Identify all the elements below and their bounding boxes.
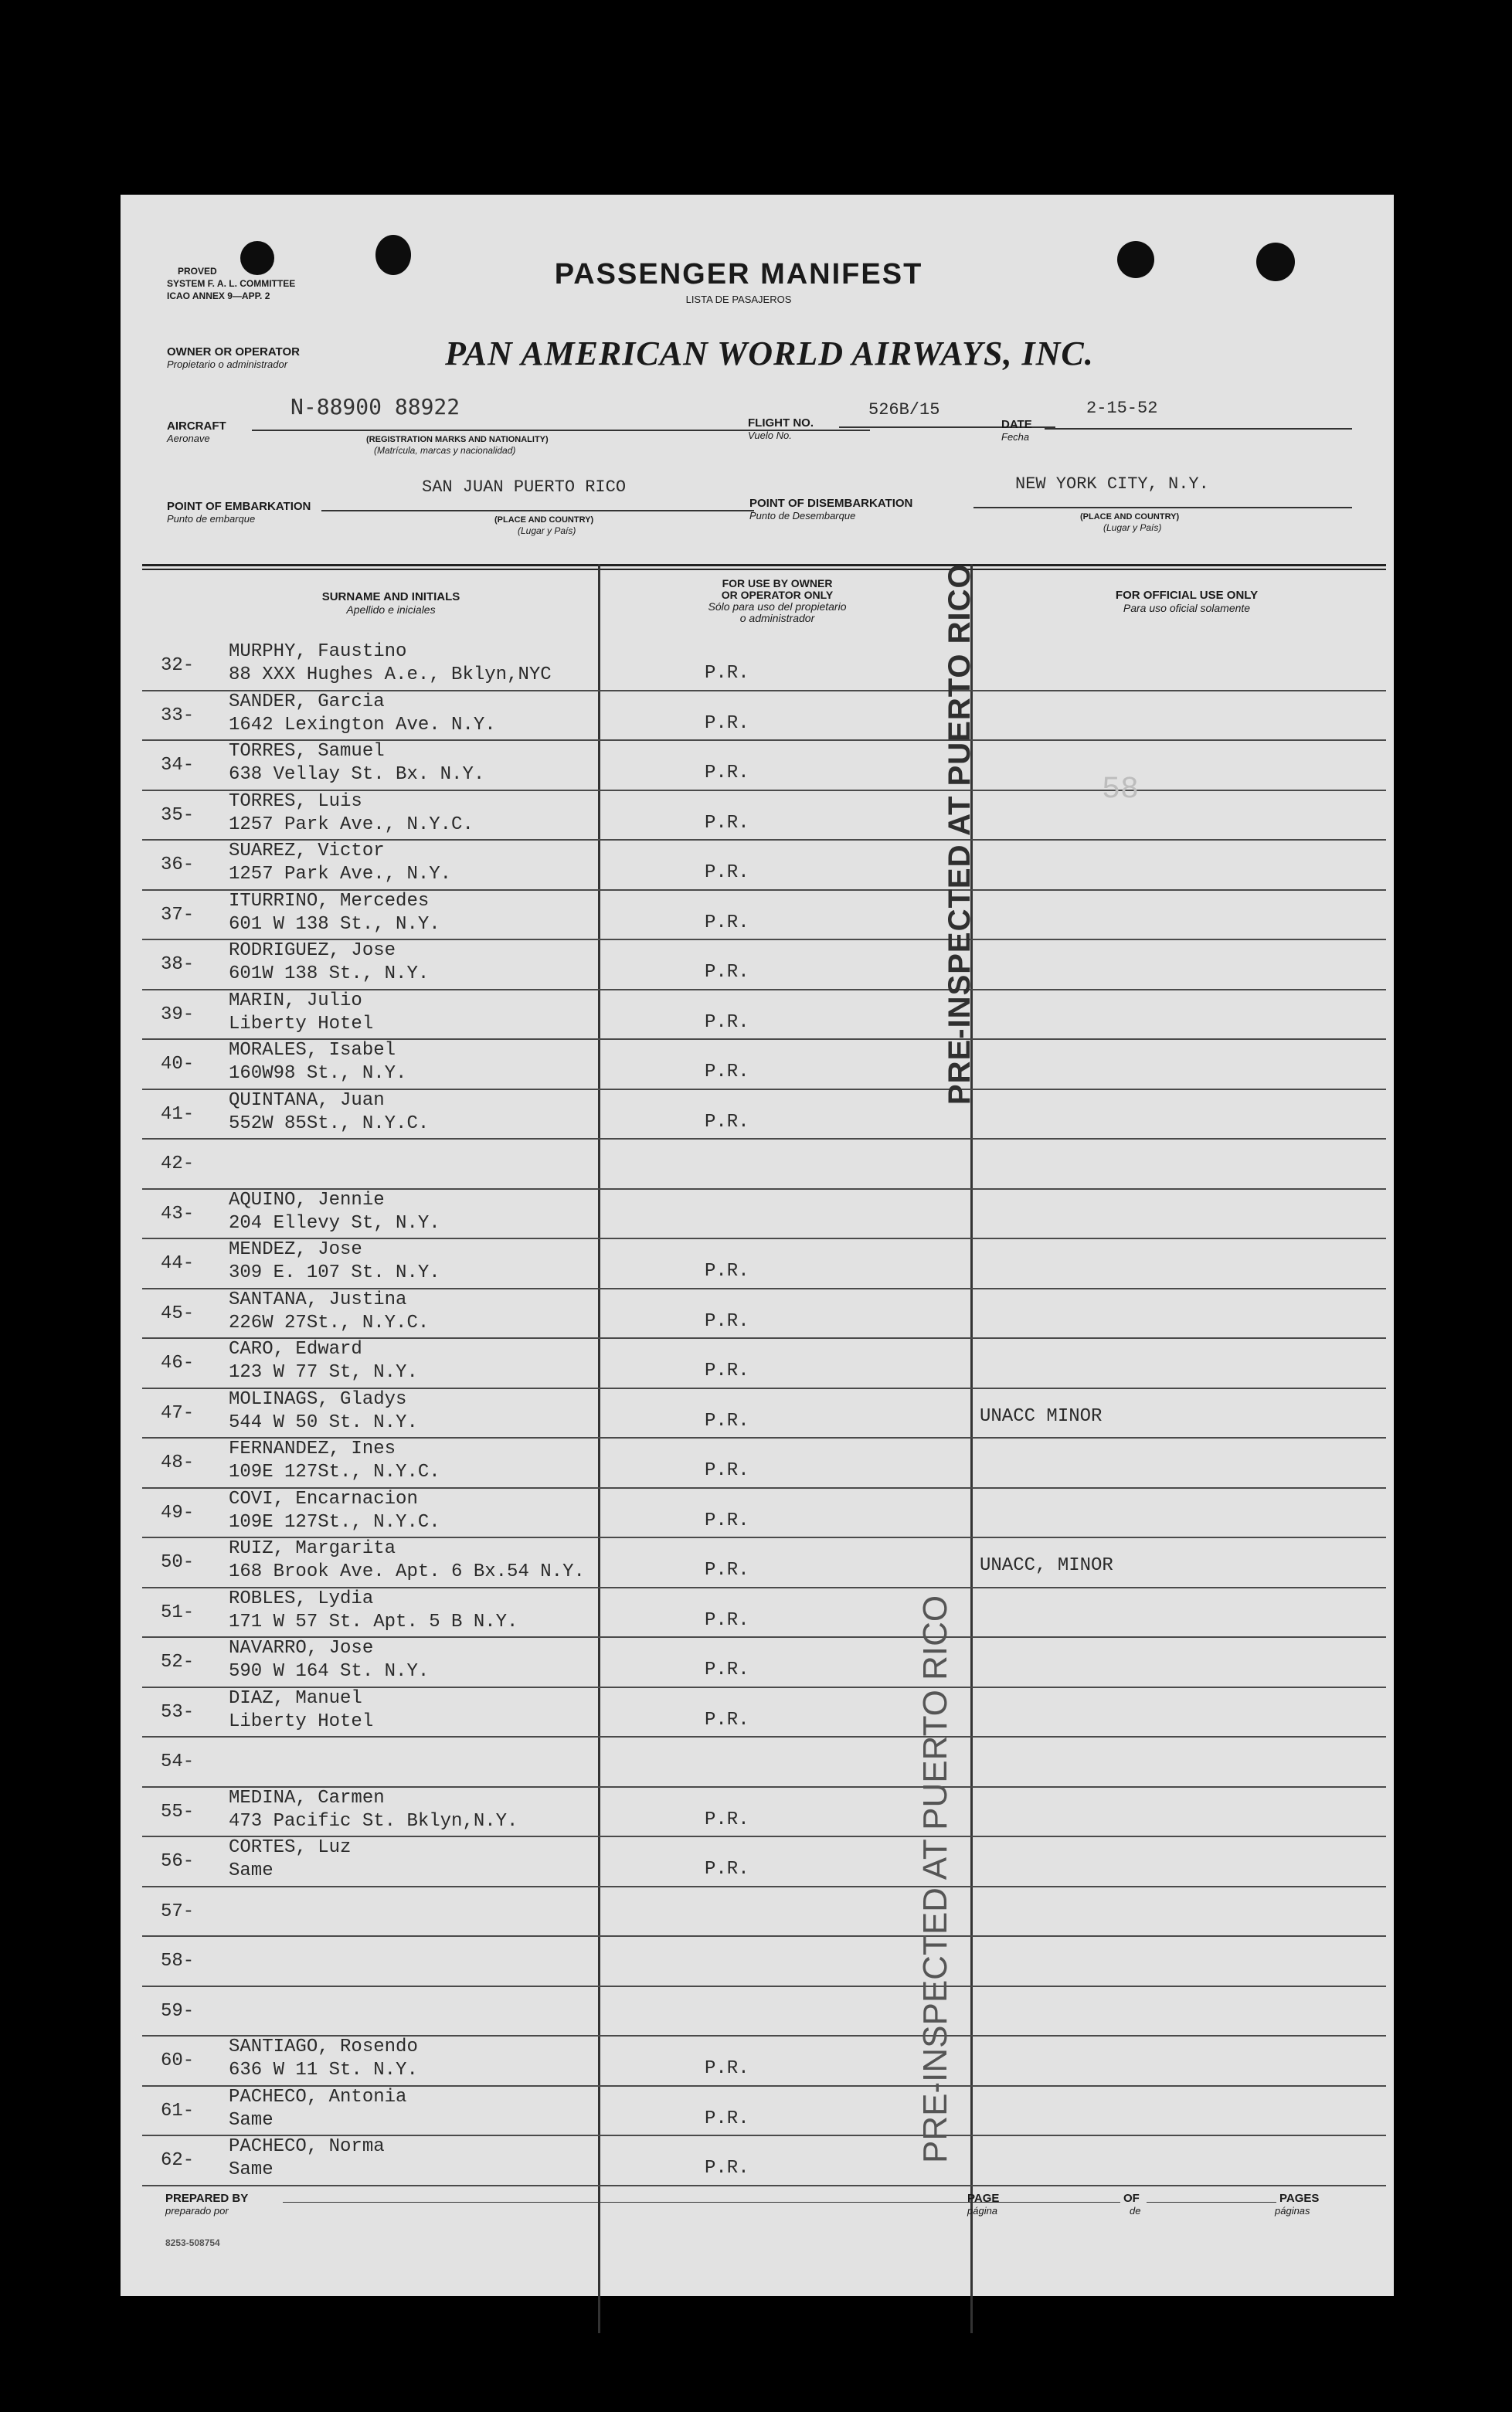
passenger-name: COVI, Encarnacion (229, 1488, 418, 1510)
prepared-by-label-es: preparado por (165, 2205, 229, 2217)
flight-label: FLIGHT NO. (748, 416, 814, 430)
icao-label: ICAO ANNEX 9—APP. 2 (167, 290, 270, 301)
row-number: 36- (161, 854, 195, 875)
row-number: 42- (161, 1153, 195, 1174)
date-value: 2-15-52 (1086, 399, 1158, 418)
faint-stamp-number: 58 (1102, 773, 1140, 807)
disembark-label: POINT OF DISEMBARKATION (749, 497, 913, 510)
passenger-address: 168 Brook Ave. Apt. 6 Bx.54 N.Y. (229, 1561, 585, 1582)
passenger-name: TORRES, Samuel (229, 741, 385, 762)
owner-use-value: P.R. (705, 1310, 749, 1332)
owner-use-value: P.R. (705, 1510, 749, 1531)
flight-value: 526B/15 (868, 400, 940, 420)
owner-label: OWNER OR OPERATOR (167, 345, 300, 358)
passenger-address: 1257 Park Ave., N.Y. (229, 864, 452, 885)
row-number: 62- (161, 2150, 195, 2171)
col-official-use: FOR OFFICIAL USE ONLY Para uso oficial solamente (1115, 589, 1259, 614)
disembark-place-note: (PLACE AND COUNTRY) (1080, 512, 1180, 521)
passenger-address: 226W 27St., N.Y.C. (229, 1312, 430, 1333)
aircraft-label: AIRCRAFT (167, 420, 226, 433)
aircraft-label-es: Aeronave (167, 433, 210, 444)
passenger-address: 552W 85St., N.Y.C. (229, 1113, 430, 1134)
row-divider (142, 1736, 1386, 1738)
row-number: 51- (161, 1602, 195, 1623)
owner-use-value: P.R. (705, 712, 749, 734)
passenger-name: FERNANDEZ, Ines (229, 1439, 396, 1459)
passenger-address: 1257 Park Ave., N.Y.C. (229, 814, 474, 835)
row-divider (142, 1986, 1386, 1987)
embark-label: POINT OF EMBARKATION (167, 500, 311, 513)
passenger-name: SANTANA, Justina (229, 1289, 407, 1310)
owner-use-value: P.R. (705, 1609, 749, 1631)
passenger-address: 123 W 77 St, N.Y. (229, 1362, 418, 1383)
row-number: 53- (161, 1701, 195, 1723)
registration-note: (REGISTRATION MARKS AND NATIONALITY) (366, 435, 549, 444)
passenger-name: PACHECO, Antonia (229, 2086, 407, 2108)
row-number: 32- (161, 655, 195, 676)
passenger-address: 309 E. 107 St. N.Y. (229, 1262, 440, 1283)
pages-label: PAGES (1279, 2192, 1320, 2205)
col-surname: SURNAME AND INITIALS Apellido e iniciales (321, 590, 460, 616)
passenger-name: NAVARRO, Jose (229, 1638, 374, 1659)
row-number: 54- (161, 1751, 195, 1772)
flight-label-es: Vuelo No. (748, 430, 792, 441)
passenger-name: DIAZ, Manuel (229, 1687, 362, 1709)
passenger-name: ROBLES, Lydia (229, 1588, 374, 1609)
row-divider (142, 1935, 1386, 1937)
airline-name: PAN AMERICAN WORLD AIRWAYS, INC. (445, 335, 1094, 372)
passenger-address: 638 Vellay St. Bx. N.Y. (229, 764, 485, 785)
owner-use-value: P.R. (705, 663, 749, 684)
official-use-value: UNACC, MINOR (980, 1555, 1113, 1576)
row-number: 39- (161, 1004, 195, 1025)
row-number: 60- (161, 2050, 195, 2071)
row-number: 61- (161, 2100, 195, 2122)
passenger-address: Same (229, 2109, 274, 2131)
passenger-name: QUINTANA, Juan (229, 1089, 385, 1111)
col-owner-use: FOR USE BY OWNER OR OPERATOR ONLY Sólo para uso del propietario o administrador (708, 577, 847, 624)
passenger-name: MORALES, Isabel (229, 1040, 396, 1061)
owner-label-es: Propietario o administrador (167, 358, 288, 370)
owner-use-value: P.R. (705, 2108, 749, 2129)
row-number: 57- (161, 1901, 195, 1922)
row-number: 44- (161, 1253, 195, 1274)
row-number: 43- (161, 1203, 195, 1225)
passenger-address: Same (229, 1860, 274, 1881)
row-number: 38- (161, 954, 195, 975)
disembark-label-es: Punto de Desembarque (749, 510, 856, 521)
owner-use-value: P.R. (705, 1410, 749, 1432)
system-label: SYSTEM F. A. L. COMMITTEE (167, 278, 296, 289)
row-number: 48- (161, 1452, 195, 1473)
page-subtitle: LISTA DE PASAJEROS (685, 294, 792, 305)
passenger-name: MENDEZ, Jose (229, 1239, 362, 1260)
owner-use-value: P.R. (705, 812, 749, 834)
passenger-address: 544 W 50 St. N.Y. (229, 1412, 418, 1433)
disembark-value: NEW YORK CITY, N.Y. (1015, 474, 1209, 494)
row-number: 45- (161, 1303, 195, 1324)
row-number: 47- (161, 1402, 195, 1424)
date-label-es: Fecha (1001, 431, 1030, 443)
owner-use-value: P.R. (705, 1660, 749, 1680)
owner-use-value: P.R. (705, 1809, 749, 1830)
passenger-address: Liberty Hotel (229, 1013, 374, 1034)
registration-note-es: (Matrícula, marcas y nacionalidad) (374, 445, 516, 456)
passenger-address: 109E 127St., N.Y.C. (229, 1511, 440, 1533)
disembark-place-note-es: (Lugar y País) (1103, 522, 1162, 533)
passenger-name: SANTIAGO, Rosendo (229, 2037, 418, 2057)
passenger-name: CARO, Edward (229, 1339, 362, 1360)
owner-use-value: P.R. (705, 1460, 749, 1481)
pre-inspected-stamp-bottom: PRE-INSPECTED AT PUERTO RICO (916, 1595, 954, 2163)
owner-use-value: P.R. (705, 2058, 749, 2079)
owner-use-value: P.R. (705, 763, 749, 783)
passenger-name: RUIZ, Margarita (229, 1538, 396, 1559)
embark-place-note-es: (Lugar y País) (518, 525, 576, 536)
row-number: 58- (161, 1951, 195, 1972)
passenger-name: RODRIGUEZ, Jose (229, 940, 396, 961)
row-number: 34- (161, 755, 195, 776)
punch-hole (240, 241, 274, 275)
passenger-address: 204 Ellevy St, N.Y. (229, 1212, 440, 1234)
row-divider (142, 1886, 1386, 1887)
pages-label-es: páginas (1275, 2205, 1310, 2217)
passenger-name: MOLINAGS, Gladys (229, 1388, 407, 1410)
of-label-es: de (1130, 2205, 1141, 2217)
prepared-by-label: PREPARED BY (165, 2192, 249, 2205)
passenger-name: TORRES, Luis (229, 790, 362, 812)
owner-use-value: P.R. (705, 2158, 749, 2179)
passenger-name: SUAREZ, Victor (229, 841, 385, 861)
owner-use-value: P.R. (705, 1361, 749, 1381)
pre-inspected-stamp-top: PRE-INSPECTED AT PUERTO RICO (943, 563, 977, 1105)
approved-label: PROVED (178, 266, 217, 277)
owner-use-value: P.R. (705, 1111, 749, 1133)
row-number: 37- (161, 904, 195, 926)
passenger-address: 473 Pacific St. Bklyn,N.Y. (229, 1810, 518, 1832)
passenger-name: PACHECO, Norma (229, 2136, 385, 2157)
form-number: 8253-508754 (165, 2237, 220, 2248)
owner-use-value: P.R. (705, 1261, 749, 1282)
embark-value: SAN JUAN PUERTO RICO (422, 477, 627, 497)
punch-hole (1256, 243, 1295, 281)
embark-label-es: Punto de embarque (167, 513, 256, 525)
page-label-es: página (967, 2205, 998, 2217)
passenger-address: 1642 Lexington Ave. N.Y. (229, 714, 496, 735)
passenger-address: 601 W 138 St., N.Y. (229, 913, 440, 935)
page-title: PASSENGER MANIFEST (554, 258, 923, 290)
passenger-name: CORTES, Luz (229, 1837, 352, 1858)
row-number: 49- (161, 1502, 195, 1524)
row-number: 41- (161, 1103, 195, 1125)
passenger-address: Liberty Hotel (229, 1710, 374, 1732)
passenger-name: MARIN, Julio (229, 990, 362, 1011)
passenger-address: 109E 127St., N.Y.C. (229, 1462, 440, 1483)
passenger-name: MEDINA, Carmen (229, 1787, 385, 1809)
owner-use-value: P.R. (705, 1709, 749, 1731)
embark-place-note: (PLACE AND COUNTRY) (494, 515, 594, 525)
row-number: 55- (161, 1801, 195, 1823)
punch-hole (1117, 241, 1154, 278)
official-use-value: UNACC MINOR (980, 1405, 1103, 1427)
row-number: 52- (161, 1652, 195, 1673)
passenger-address: 636 W 11 St. N.Y. (229, 2060, 418, 2081)
row-number: 46- (161, 1353, 195, 1374)
passenger-name: AQUINO, Jennie (229, 1189, 385, 1211)
page-label: PAGE (967, 2192, 1000, 2205)
passenger-name: MURPHY, Faustino (229, 641, 407, 662)
owner-use-value: P.R. (705, 1062, 749, 1082)
passenger-name: SANDER, Garcia (229, 691, 385, 712)
of-label: OF (1123, 2192, 1140, 2205)
passenger-address: 88 XXX Hughes A.e., Bklyn,NYC (229, 664, 552, 685)
passenger-address: Same (229, 2159, 274, 2180)
row-divider (142, 1138, 1386, 1140)
owner-use-value: P.R. (705, 1859, 749, 1880)
row-number: 59- (161, 2000, 195, 2022)
owner-use-value: P.R. (705, 1560, 749, 1581)
owner-use-value: P.R. (705, 962, 749, 983)
owner-use-value: P.R. (705, 1011, 749, 1033)
passenger-address: 171 W 57 St. Apt. 5 B N.Y. (229, 1611, 518, 1632)
aircraft-value: N-88900 88922 (291, 394, 460, 420)
passenger-address: 160W98 St., N.Y. (229, 1063, 407, 1084)
row-number: 50- (161, 1552, 195, 1573)
manifest-sheet (121, 195, 1394, 2296)
row-number: 35- (161, 804, 195, 826)
owner-use-value: P.R. (705, 912, 749, 933)
passenger-name: ITURRINO, Mercedes (229, 890, 430, 912)
owner-use-value: P.R. (705, 862, 749, 883)
row-number: 33- (161, 705, 195, 726)
row-number: 40- (161, 1054, 195, 1075)
passenger-address: 601W 138 St., N.Y. (229, 963, 430, 984)
punch-hole (375, 235, 411, 275)
row-number: 56- (161, 1851, 195, 1872)
date-label: DATE (1001, 418, 1032, 431)
passenger-address: 590 W 164 St. N.Y. (229, 1661, 430, 1682)
row-divider (142, 2185, 1386, 2186)
